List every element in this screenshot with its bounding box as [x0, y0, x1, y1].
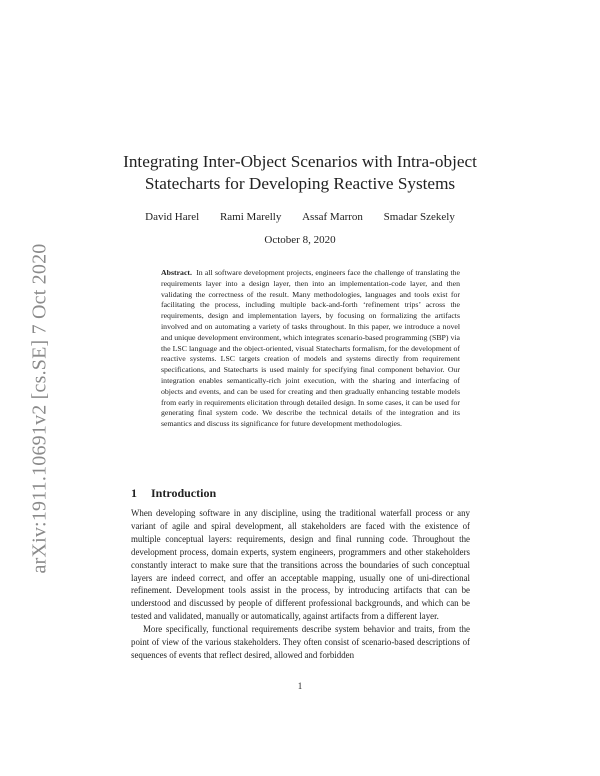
- author: Rami Marelly: [219, 211, 282, 223]
- abstract-text: In all software development projects, engineers face the challenge of translating the requirements layer into a design layer, then into an implementation-code layer, and then validating the correctness of the result. Many methodologies, languages and tools exist for facilitating the process, including multiple back-and-forth ‘refinement trips’ across the requirements, design and implementation layers, by focusing on formalizing the artifacts involved and on automating a variety of tasks throughout. In this paper, we introduce a novel and unique development environment, which integrates scenario-based programming (SBP) via the LSC language and the object-oriented, visual Statecharts formalism, for the development of reactive systems. LSC targets creation of models and systems directly from requirement specifications, and Statecharts is used mainly for specifying final component behavior. Our integration enables semantically-rich joint execution, with the sharing and interfacing of objects and events, and can be used for creating and then gradually enhancing testable models from early in requirements elicitation through detailed design. In some cases, it can be used for generating final system code. We describe the technical details of the integration and its semantics and discuss its significance for future development methodologies.: [161, 268, 460, 429]
- section-body: [131, 507, 470, 662]
- abstract: [161, 268, 460, 430]
- author-list: [110, 211, 490, 223]
- arxiv-stamp: [10, 178, 70, 638]
- section-heading: [131, 486, 216, 501]
- author: Assaf Marron: [302, 211, 363, 223]
- arxiv-stamp-text: arXiv:1911.10691v2 [cs.SE] 7 Oct 2020: [28, 243, 51, 573]
- abstract-label: Abstract.: [161, 268, 192, 277]
- paragraph: When developing software in any discipline, using the traditional waterfall process or any variant of agile and spiral development, all stakeholders are faced with the existence of multiple conceptual layers: requirements, design and final running code. Throughout the development process, domain experts, system engineers, programmers and other stakeholders constantly interact to make sure that the transitions across the boundaries of such conceptual layers are indeed correct, and offer an acceptable mapping, usually one of uni-directional refinement. Development tools assist in the process, by introducing artifacts that can be understood and discussed by people of different professional backgrounds, and which can be tested and validated, manually or automatically, against artifacts from a different layer.: [131, 508, 470, 622]
- section-number: 1: [131, 486, 137, 500]
- page-number: 1: [297, 681, 303, 691]
- paper-date: October 8, 2020: [264, 234, 336, 246]
- paragraph: More specifically, functional requirements describe system behavior and traits, from the point of view of the various stakeholders. They often consist of scenario-based descriptions of sequences of events that reflect desired, allowed and forbidden: [131, 624, 470, 660]
- section-title: Introduction: [151, 486, 217, 500]
- paper-title: Integrating Inter-Object Scenarios with Intra-object Statecharts for Developing Reactive Systems: [123, 152, 477, 193]
- author: David Harel: [145, 211, 200, 223]
- author: Smadar Szekely: [383, 211, 455, 223]
